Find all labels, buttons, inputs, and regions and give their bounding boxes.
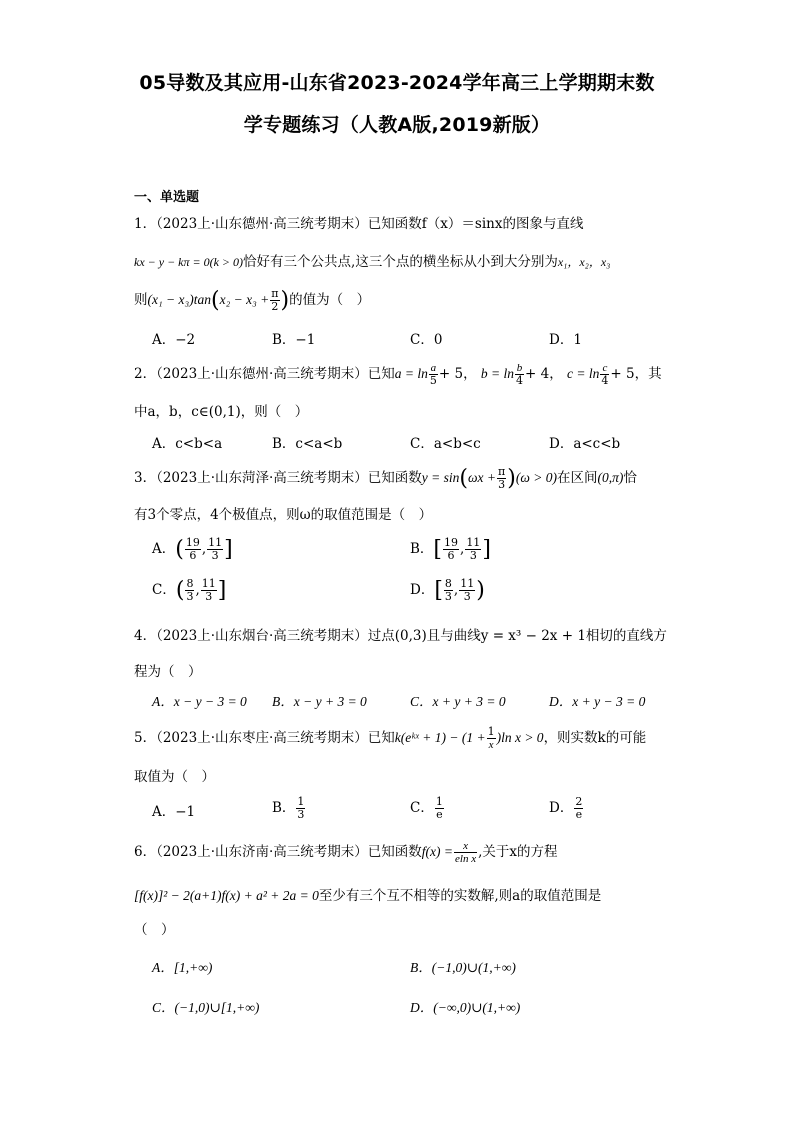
q1-option-c[interactable]: C．0 xyxy=(410,332,443,348)
q3-option-a[interactable]: A．( $\frac{19}{6}$ , $\frac{11}{3}$ ] xyxy=(152,536,233,562)
q6-option-c[interactable]: C．(−1,0)∪[1,+∞) xyxy=(152,1000,260,1015)
q5-option-a[interactable]: A．−1 xyxy=(152,804,196,820)
q5-stem-line-2: 取值为（ ） xyxy=(134,769,215,785)
q3-option-d[interactable]: D．[ $\frac{8}{3}$ , $\frac{11}{3}$ ) xyxy=(410,577,485,603)
q4-option-b[interactable]: B．x − y + 3 = 0 xyxy=(272,694,367,709)
q6-stem-line-3: （ ） xyxy=(134,922,175,938)
q3-stem-line-2: 有3个零点，4个极值点，则ω的取值范围是（ ） xyxy=(134,507,433,523)
section-heading: 一、单选题 xyxy=(134,190,200,205)
q1-option-a[interactable]: A．−2 xyxy=(152,332,196,348)
q5-option-b[interactable]: B． $\frac{1}{3}$ xyxy=(272,795,305,821)
document-title-line-2: 学专题练习（人教A版,2019新版） xyxy=(243,114,551,136)
q2-option-b[interactable]: B．c<a<b xyxy=(272,436,343,452)
q6-option-b[interactable]: B．(−1,0)∪(1,+∞) xyxy=(410,960,516,975)
q4-option-d[interactable]: D．x + y − 3 = 0 xyxy=(549,694,646,709)
q6-stem-line-1: 6．（2023上·山东济南·高三统考期末）已知函数f(x) = $\frac{x}{\text{eln x}}$ ,关于x的方程 xyxy=(134,840,558,865)
q1-option-d[interactable]: D．1 xyxy=(549,332,582,348)
q1-stem-line-2: kx − y − kπ = 0(k > 0)恰好有三个公共点,这三个点的横坐标从小到大分别为x₁，x₂，x₃ xyxy=(134,254,611,270)
q4-option-c[interactable]: C．x + y + 3 = 0 xyxy=(410,694,506,709)
q3-option-b[interactable]: B．[ $\frac{19}{6}$ , $\frac{11}{3}$ ] xyxy=(410,536,491,562)
q5-option-c[interactable]: C． $\frac{1}{e}$ xyxy=(410,795,443,821)
q2-option-a[interactable]: A．c<b<a xyxy=(152,436,223,452)
q2-option-c[interactable]: C．a<b<c xyxy=(410,436,481,452)
q4-stem-line-1: 4．（2023上·山东烟台·高三统考期末）过点(0,3)且与曲线y = x³ − 2x + 1相切的直线方 xyxy=(134,628,667,644)
q4-stem-line-2: 程为（ ） xyxy=(134,664,202,680)
q6-option-a[interactable]: A．[1,+∞) xyxy=(152,960,213,975)
q1-stem-line-1: 1．（2023上·山东德州·高三统考期末）已知函数f（x）＝sinx的图象与直线 xyxy=(134,216,584,232)
q3-stem-line-1: 3．（2023上·山东菏泽·高三统考期末）已知函数y = sin(ωx + $\frac{\pi}{3}$ )(ω > 0)在区间(0,π)恰 xyxy=(134,465,637,491)
pi-over-2-fraction: $\frac{\pi}{2}$ xyxy=(271,287,279,313)
q5-option-d[interactable]: D． $\frac{2}{e}$ xyxy=(549,795,583,821)
q6-stem-line-2: [f(x)]² − 2(a+1)f(x) + a² + 2a = 0至少有三个互不相等的实数解,则a的取值范围是 xyxy=(134,888,602,904)
q2-option-d[interactable]: D．a<c<b xyxy=(549,436,621,452)
q3-option-c[interactable]: C．( $\frac{8}{3}$ , $\frac{11}{3}$ ] xyxy=(152,577,227,603)
q6-option-d[interactable]: D．(−∞,0)∪(1,+∞) xyxy=(410,1000,521,1015)
q2-stem-line-1: 2．（2023上·山东德州·高三统考期末）已知a = ln $\frac{a}{5}$ + 5， b = ln $\frac{b}{4}$ + 4， c = ln $\frac{c}{4}$ + 5，其 xyxy=(134,362,662,387)
q1-option-b[interactable]: B．−1 xyxy=(272,332,316,348)
q1-stem-line-3: 则(x₁ − x₃)tan(x₂ − x₃ + $\frac{\pi}{2}$ )的值为（ ） xyxy=(134,287,371,313)
document-title-line-1: 05导数及其应用-山东省2023-2024学年高三上学期期末数 xyxy=(139,72,655,94)
q2-stem-line-2: 中a，b，c∈(0,1)，则（ ） xyxy=(134,404,309,420)
q4-option-a[interactable]: A．x − y − 3 = 0 xyxy=(152,694,247,709)
q5-stem-line-1: 5．（2023上·山东枣庄·高三统考期末）已知k(eᵏˣ + 1) − (1 + $\frac{1}{x}$ )ln x > 0，则实数k的可能 xyxy=(134,725,647,751)
